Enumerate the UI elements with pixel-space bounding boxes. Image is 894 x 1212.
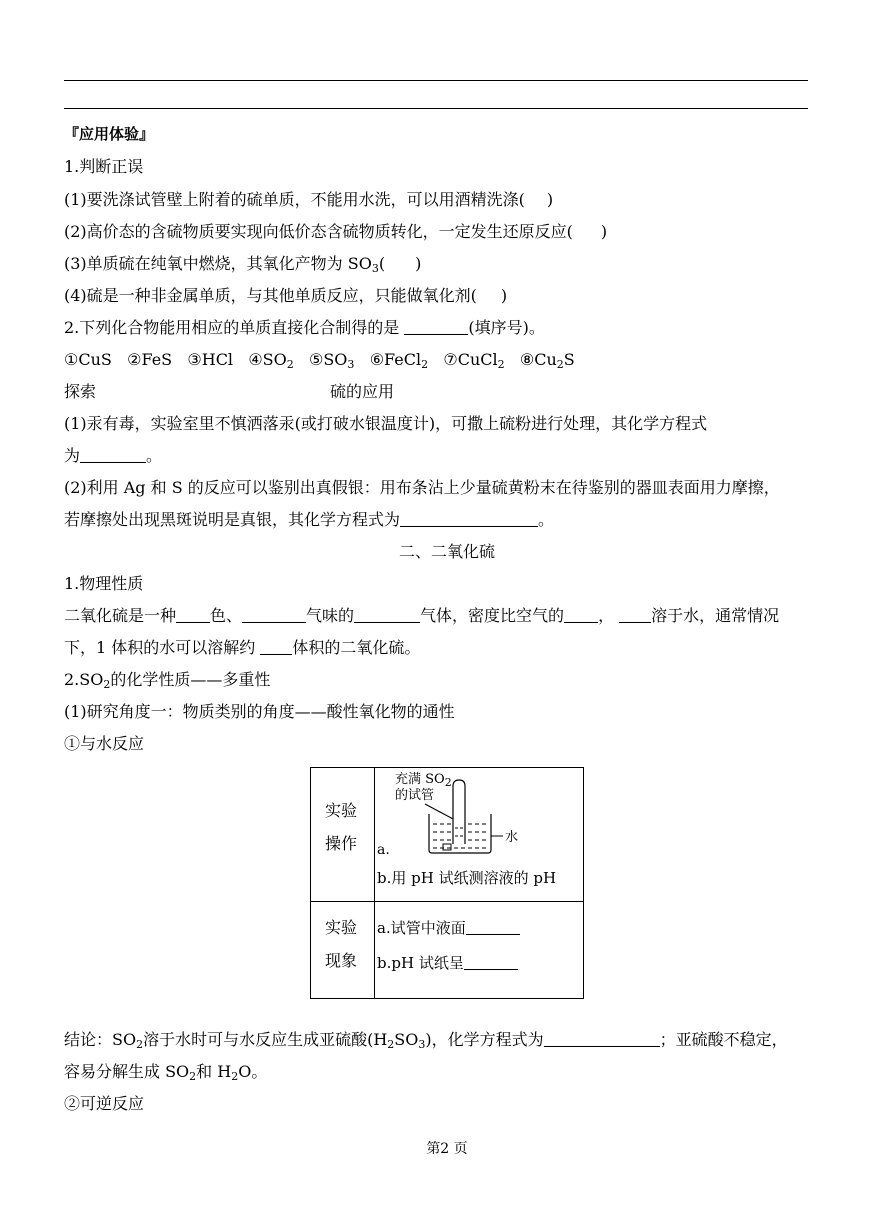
answer-line bbox=[64, 80, 808, 81]
q1-title: 1.判断正误 bbox=[64, 157, 144, 176]
table-ph-b: b.pH 试纸呈 bbox=[377, 953, 518, 973]
q1-item-3: (3)单质硫在纯氧中燃烧，其氧化产物为 $SO_3$( ) bbox=[64, 254, 422, 275]
op-label-1: 实验 bbox=[325, 801, 358, 820]
explore-label: 探索 bbox=[64, 382, 97, 401]
answer-blank bbox=[354, 606, 420, 623]
app1-line2: 为 。 bbox=[64, 446, 163, 465]
answer-blank bbox=[80, 446, 146, 463]
section-heading-app: 『应用体验』 bbox=[64, 125, 155, 143]
water-reaction: ①与水反应 bbox=[64, 734, 145, 753]
op-label-2: 操作 bbox=[325, 834, 358, 853]
answer-blank bbox=[464, 953, 518, 970]
angle1: (1)研究角度一：物质类别的角度——酸性氧化物的通性 bbox=[64, 702, 455, 721]
explore-title: 硫的应用 bbox=[330, 382, 395, 401]
answer-blank bbox=[242, 606, 306, 623]
app1-line1: (1)汞有毒，实验室里不慎洒落汞(或打破水银温度计)，可撒上硫粉进行处理，其化学方程式 bbox=[64, 414, 708, 433]
app2-line2: 若摩擦处出现黑斑说明是真银，其化学方程式为 。 bbox=[64, 510, 555, 529]
experiment-table bbox=[310, 767, 584, 999]
conclusion-line2: 容易分解生成 $SO_2$和 $H_2O$。 bbox=[64, 1062, 268, 1083]
q2-question: 2.下列化合物能用相应的单质直接化合制得的是 (填序号)。 bbox=[64, 318, 545, 337]
table-divider bbox=[311, 901, 583, 902]
reversible-reaction: ②可逆反应 bbox=[64, 1094, 145, 1113]
q2-options: ①CuS ②FeS ③HCl $④SO_2$ $⑤SO_3$ ⑥FeCl$_2$ ⑦CuCl$_2$ $⑧Cu_2S$ bbox=[64, 350, 575, 371]
table-a-label: a. bbox=[377, 842, 390, 858]
answer-blank bbox=[619, 606, 651, 623]
chem-title: $2.SO_2$的化学性质——多重性 bbox=[64, 670, 271, 691]
answer-blank bbox=[544, 1030, 660, 1047]
answer-blank bbox=[260, 638, 292, 655]
q1-item-4: (4)硫是一种非金属单质，与其他单质反应，只能做氧化剂( ) bbox=[64, 286, 508, 305]
app2-line1: (2)利用 Ag 和 S 的反应可以鉴别出真假银：用布条沾上少量硫黄粉末在待鉴别的器皿表面用力摩擦， bbox=[64, 478, 780, 497]
ph-label-2: 现象 bbox=[325, 951, 358, 970]
diagram-label: 的试管 bbox=[395, 788, 435, 803]
table-divider bbox=[374, 768, 375, 998]
phys-title: 1.物理性质 bbox=[64, 574, 144, 593]
table-ph-a: a.试管中液面 bbox=[377, 918, 520, 938]
diagram-label: 充满 $SO_2$ bbox=[395, 772, 452, 789]
table-b-text: b.用 pH 试纸测溶液的 pH bbox=[377, 869, 557, 887]
answer-line bbox=[64, 108, 808, 109]
phys-line1: 二氧化硫是一种 色、 气味的 气体，密度比空气的 ， 溶于水，通常情况 bbox=[64, 606, 780, 625]
page-number: 第2 页 bbox=[426, 1141, 468, 1157]
diagram-water-label: 水 bbox=[505, 830, 519, 845]
answer-blank bbox=[404, 318, 468, 335]
phys-line2: 下，1 体积的水可以溶解约 体积的二氧化硫。 bbox=[64, 638, 421, 657]
ph-label-1: 实验 bbox=[325, 918, 358, 937]
conclusion-line1: 结论：$SO_2$溶于水时可与水反应生成亚硫酸$(H_2SO_3)$，化学方程式为 ；亚硫酸不稳定， bbox=[64, 1030, 788, 1051]
q1-item-2: (2)高价态的含硫物质要实现向低价态含硫物质转化，一定发生还原反应( ) bbox=[64, 222, 608, 241]
answer-blank bbox=[466, 918, 520, 935]
q1-item-1: (1)要洗涤试管壁上附着的硫单质，不能用水洗，可以用酒精洗涤( ) bbox=[64, 190, 554, 209]
answer-blank bbox=[176, 606, 210, 623]
answer-blank bbox=[564, 606, 598, 623]
section-title-so2: 二、二氧化硫 bbox=[398, 542, 495, 561]
answer-blank bbox=[400, 510, 538, 527]
